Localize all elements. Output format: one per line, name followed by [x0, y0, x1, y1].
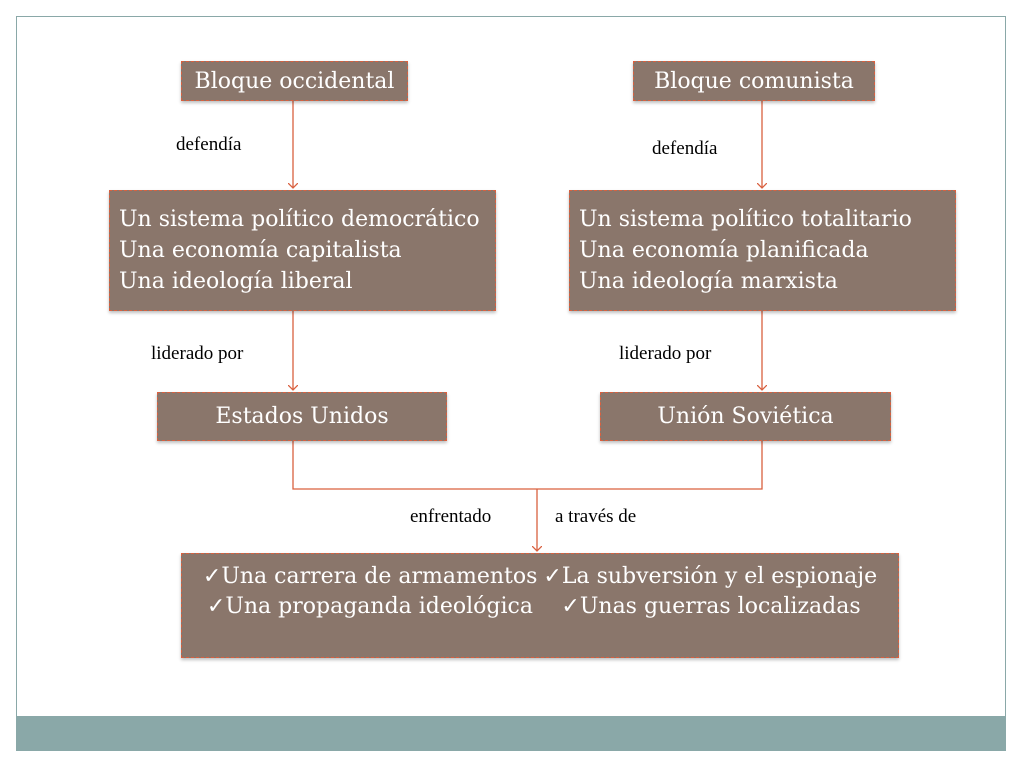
east-liderado-label: liderado por	[619, 343, 712, 364]
east-bloc-title: Bloque comunista	[654, 68, 854, 94]
ussr-label: Unión Soviética	[657, 404, 834, 429]
method-arms-race: ✓Una carrera de armamentos	[202, 564, 538, 589]
usa-box	[157, 392, 447, 441]
west-item-2: Una economía capitalista	[119, 238, 402, 263]
west-item-3: Una ideología liberal	[119, 269, 353, 294]
method-subversion: ✓La subversión y el espionaje	[543, 564, 878, 589]
east-ideology-box	[569, 190, 956, 311]
east-bloc-box	[633, 61, 875, 101]
east-item-1: Un sistema político totalitario	[579, 207, 912, 232]
west-item-1: Un sistema político democrático	[119, 207, 480, 232]
a-traves-de-label: a través de	[555, 506, 637, 527]
merge-connector	[293, 441, 762, 489]
conflict-methods-box	[181, 553, 899, 658]
method-propaganda: ✓Una propaganda ideológica	[206, 594, 533, 619]
east-item-3: Una ideología marxista	[579, 269, 838, 294]
west-liderado-label: liderado por	[151, 343, 244, 364]
west-ideology-box	[109, 190, 496, 311]
west-bloc-title: Bloque occidental	[194, 68, 395, 94]
enfrentado-label: enfrentado	[410, 506, 492, 527]
method-local-wars: ✓Unas guerras localizadas	[561, 594, 861, 619]
east-defendia-label: defendía	[652, 138, 718, 159]
west-bloc-box	[181, 61, 408, 101]
east-item-2: Una economía planificada	[579, 238, 869, 263]
usa-label: Estados Unidos	[215, 404, 389, 429]
ussr-box	[600, 392, 891, 441]
west-defendia-label: defendía	[176, 134, 242, 155]
